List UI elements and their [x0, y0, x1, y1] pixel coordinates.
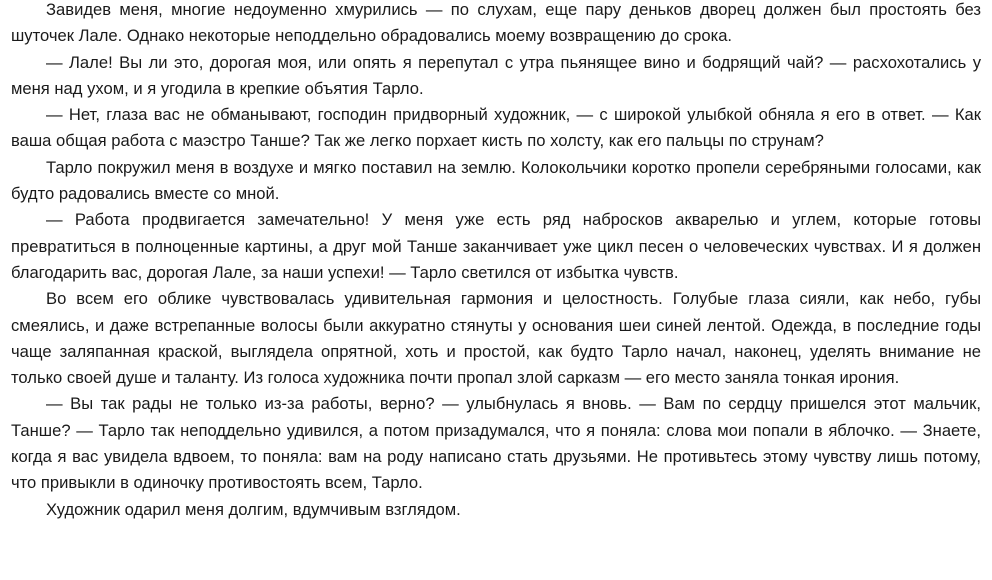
paragraph: Тарло покружил меня в воздухе и мягко поставил на землю. Колокольчики коротко пропели серебряными голосами, как будто радовались вместе со мной.: [11, 157, 981, 204]
paragraph: — Вы так рады не только из-за работы, верно? — улыбнулась я вновь. — Вам по сердцу пришелся этот мальчик, Танше? — Тарло так неподдельно удивился, а потом призадумался, что я поняла: слова мои попали в яблочко. — Знаете, когда я вас увидела вдвоем, то поняла: вам на роду написано стать друзьями. Не противьтесь этому чувству лишь потому, что привыкли в одиночку противостоять всем, Тарло.: [11, 394, 981, 493]
paragraph: Завидев меня, многие недоуменно хмурились — по слухам, еще пару деньков дворец должен был простоять без шуточек Лале. Однако некоторые неподдельно обрадовались моему возвращению до срока.: [11, 0, 981, 46]
paragraph: — Лале! Вы ли это, дорогая моя, или опять я перепутал с утра пьянящее вино и бодрящий чай? — расхохотались у меня над ухом, и я угодила в крепкие объятия Тарло.: [11, 52, 981, 98]
paragraph: — Работа продвигается замечательно! У меня уже есть ряд набросков акварелью и углем, которые готовы превратиться в полноценные картины, а друг мой Танше заканчивает уже цикл песен о человеческих чувствах. И я должен благодарить вас, дорогая Лале, за наши успехи! — Тарло светился от избытка чувств.: [11, 210, 981, 282]
paragraph: — Нет, глаза вас не обманывают, господин придворный художник, — с широкой улыбкой обняла я его в ответ. — Как ваша общая работа с маэстро Танше? Так же легко порхает кисть по холсту, как его пальцы по струнам?: [11, 105, 981, 151]
paragraph: Во всем его облике чувствовалась удивительная гармония и целостность. Голубые глаза сияли, как небо, губы смеялись, и даже встрепанные волосы были аккуратно стянуты у основания шеи синей лентой. Одежда, в последние годы чаще заляпанная краской, выглядела опрятной, хоть и простой, как будто Тарло начал, наконец, уделять внимание не только своей душе и таланту. Из голоса художника почти пропал злой сарказм — его место заняла тонкая ирония.: [11, 289, 981, 388]
paragraph: Художник одарил меня долгим, вдумчивым взглядом.: [46, 499, 461, 519]
